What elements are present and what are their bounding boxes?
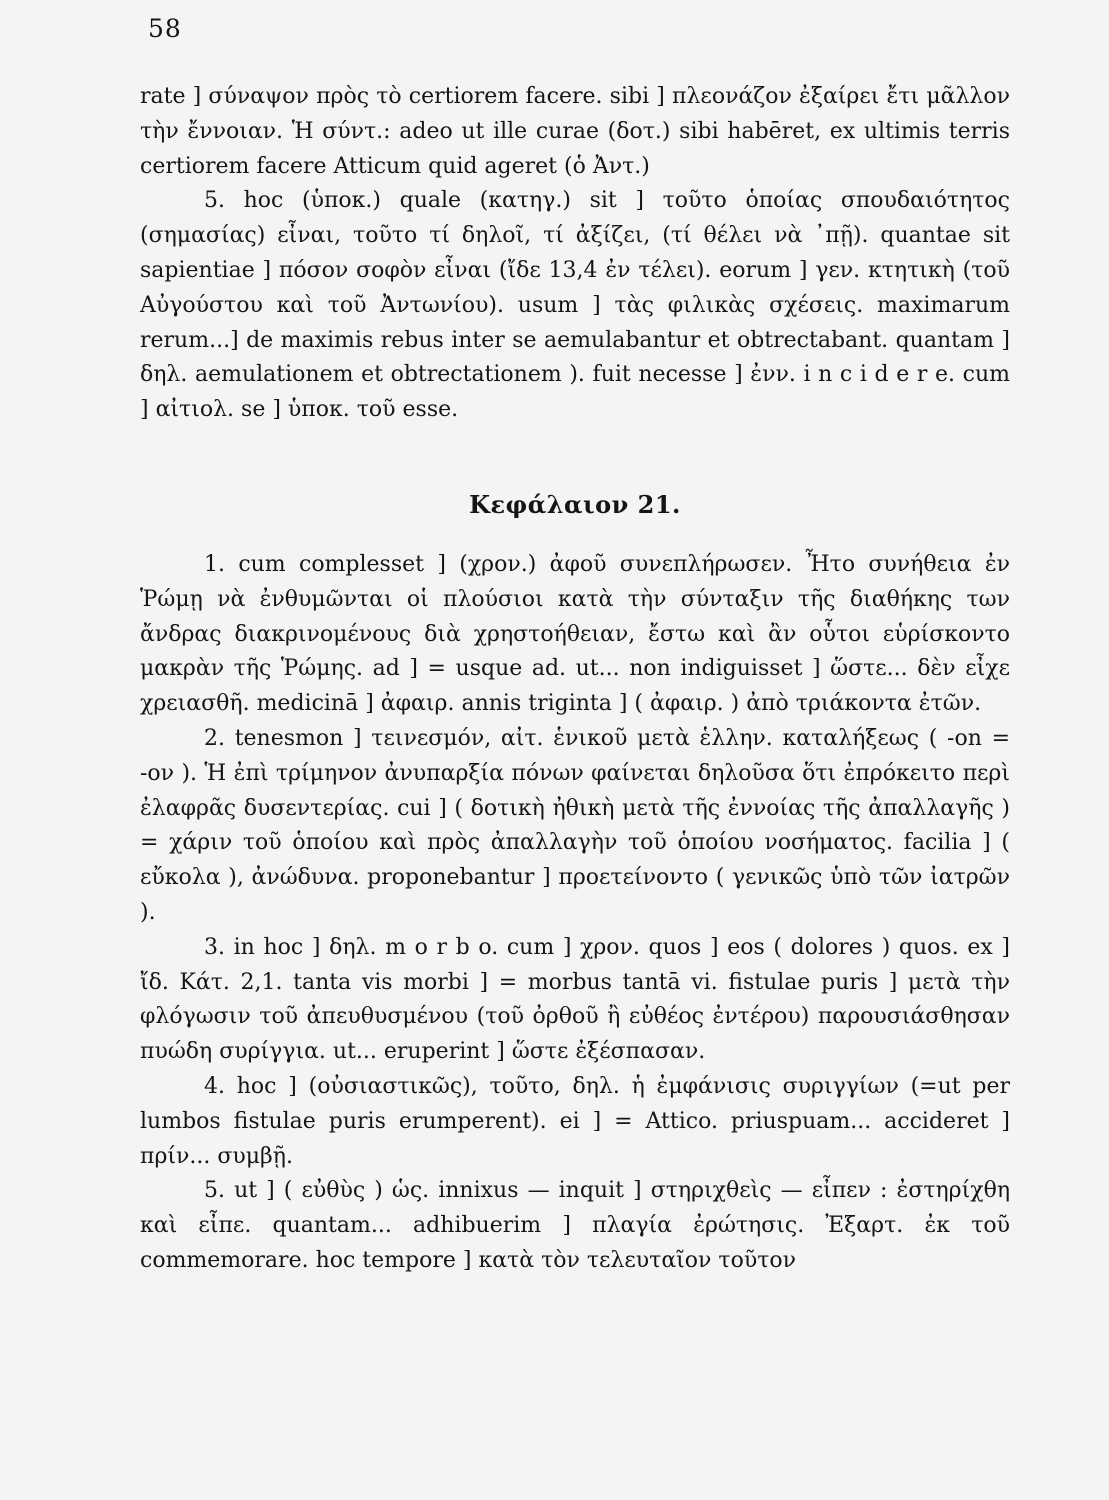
paragraph-a2: 5. hoc (ὑποκ.) quale (κατηγ.) sit ] τοῦτο ὁποίας σπουδαιότητος (σημασίας) εἶναι, τοῦτο τί δηλοῖ, τί ἀξίζει, (τί θέλει νὰ ᾽πῇ). quantae sit sapientiae ] πόσον σοφὸν εἶναι (ἴδε 13,4 ἐν τέλει). eorum ] γεν. κτητικὴ (τοῦ Αὐγούστου καὶ τοῦ Ἀντωνίου). usum ] τὰς φιλικὰς σχέσεις. maximarum rerum...] de maximis rebus inter se aemulabantur et obtrectabant. quantam ] δηλ. aemulationem et obtrectationem ). fuit necesse ] ἐνν. i n c i d e r e. cum ] αἰτιολ. se ] ὑποκ. τοῦ esse. (140, 188, 1010, 423)
page-number: 58 (148, 14, 182, 43)
paragraph-b2: 2. tenesmon ] τεινεσμόν, αἰτ. ἑνικοῦ μετὰ ἑλλην. καταλήξεως ( -on = -ον ). Ἡ ἐπὶ τρίμηνον ἀνυπαρξία πόνων φαίνεται δηλοῦσα ὅτι ἐπρόκειτο περὶ ἐλαφρᾶς δυσεντερίας. cui ] ( δοτικὴ ἠθικὴ μετὰ τῆς ἐννοίας τῆς ἀπαλλαγῆς ) = χάριν τοῦ ὁποίου καὶ πρὸς ἀπαλλαγὴν τοῦ ὁποίου νοσήματος. facilia ] ( εὔκολα ), ἀνώδυνα. proponebantur ] προετείνοντο ( γενικῶς ὑπὸ τῶν ἰατρῶν ). (140, 725, 1010, 925)
paragraph-b5: 5. ut ] ( εὐθὺς ) ὡς. innixus — inquit ] στηριχθεὶς — εἶπεν : ἐστηρίχθη καὶ εἶπε. quantam... adhibuerim ] πλαγία ἐρώτησις. Ἐξαρτ. ἐκ τοῦ commemorare. hoc tempore ] κατὰ τὸν τελευταῖον τοῦτον (140, 1178, 1010, 1273)
paragraph-b4: 4. hoc ] (οὐσιαστικῶς), τοῦτο, δηλ. ἡ ἐμφάνισις συριγγίων (=ut per lumbos fistulae puris erumperent). ei ] = Attico. priuspuam... accideret ] πρίν... συμβῇ. (140, 1073, 1010, 1169)
paragraph-b1: 1. cum complesset ] (χρον.) ἀφοῦ συνεπλήρωσεν. Ἦτο συνήθεια ἐν Ῥώμῃ νὰ ἐνθυμῶνται οἱ πλούσιοι κατὰ τὴν σύνταξιν τῆς διαθήκης των ἄνδρας διακρινομένους διὰ χρηστοήθειαν, ἔστω καὶ ἂν οὗτοι εὑρίσκοντο μακρὰν τῆς Ῥώμης. ad ] = usque ad. ut... non indiguisset ] ὥστε... δὲν εἶχε χρειασθῆ. medicinā ] ἀφαιρ. annis triginta ] ( ἀφαιρ. ) ἀπὸ τριάκοντα ἐτῶν. (140, 552, 1010, 717)
paragraph-b3: 3. in hoc ] δηλ. m o r b o. cum ] χρον. quos ] eos ( dolores ) quos. ex ] ἴδ. Κάτ. 2,1. tanta vis morbi ] = morbus tantā vi. fistulae puris ] μετὰ τὴν φλόγωσιν τοῦ ἀπευθυσμένου (τοῦ ὀρθοῦ ἢ εὐθέος ἐντέρου) παρουσιάσθησαν πυώδη συρίγγια. ut... eruperint ] ὥστε ἐξέσπασαν. (140, 934, 1010, 1065)
commentary-section-a (140, 80, 1010, 428)
commentary-section-b (140, 548, 1010, 1279)
chapter-heading: Κεφάλαιον 21. (469, 490, 681, 519)
paragraph-a1: rate ] σύναψον πρὸς τὸ certiorem facere. sibi ] πλεονάζον ἐξαίρει ἔτι μᾶλλον τὴν ἔννοιαν. Ἡ σύντ.: adeo ut ille curae (δοτ.) sibi habēret, ex ultimis terris certiorem facere Atticum quid ageret (ὁ Ἀντ.) (140, 84, 1010, 179)
